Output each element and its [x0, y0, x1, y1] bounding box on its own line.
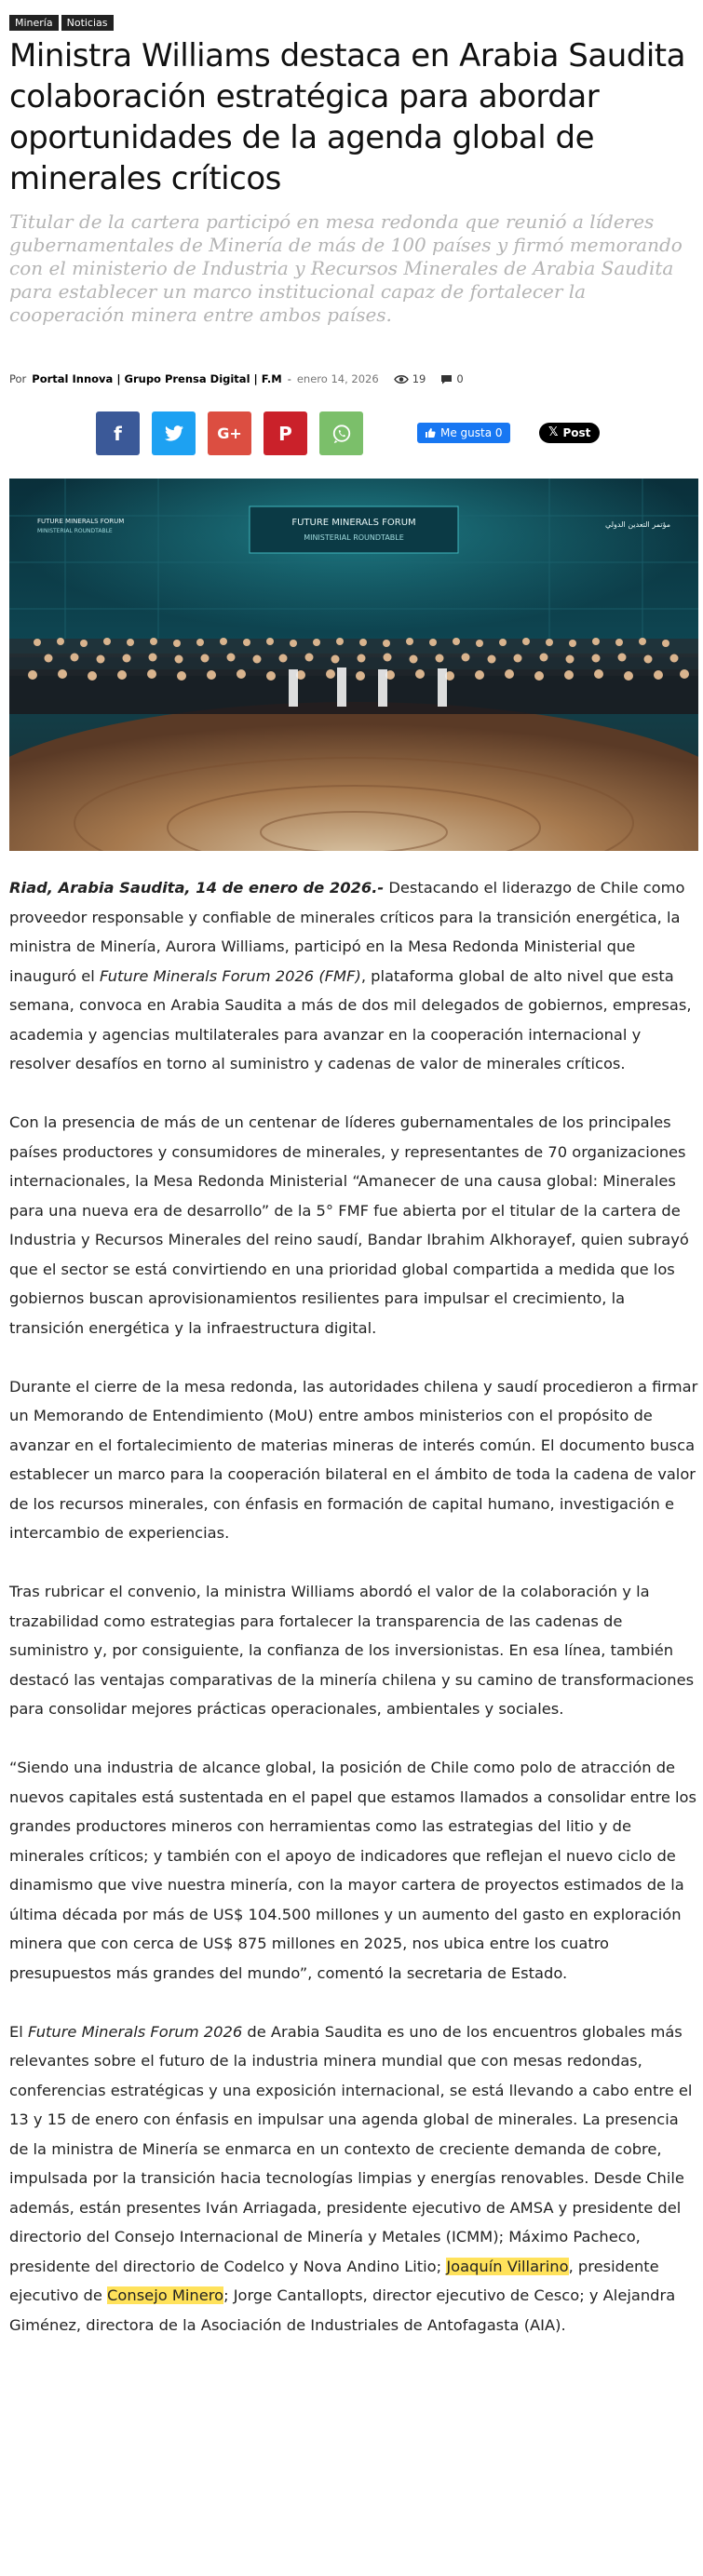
meta-author[interactable]: Portal Innova | Grupo Prensa Digital | F.M: [32, 372, 282, 385]
meta-by: Por: [9, 372, 27, 385]
views-count: 19: [412, 372, 426, 385]
paragraph-2: Con la presencia de más de un centenar de líderes gubernamentales de los principales países productores y consumidores de minerales, y representantes de 70 organizaciones internacionales, la Mesa Redonda Ministerial “Amanecer de una causa global: Minerales para una nueva era de desarrollo” de la 5° FMF fue abierta por el titular de la cartera de Industria y Recursos Minerales del reino saudí, Bandar Ibrahim Alkhorayef, quien subrayó que el sector se está convirtiendo en una prioridad global compartida a medida que los gobiernos buscan aprovisionamientos resilientes para impulsar el crecimiento, la transición energética y la infraestructura digital.: [9, 1113, 689, 1337]
x-logo-icon: 𝕏: [548, 425, 559, 439]
banner-left-title: FUTURE MINERALS FORUM: [37, 518, 125, 525]
article-title: Ministra Williams destaca en Arabia Saudita colaboración estratégica para abordar oportunidades de la agenda global de minerales críticos: [9, 37, 685, 197]
eye-icon: [394, 374, 409, 384]
dateline: Riad, Arabia Saudita, 14 de enero de 2026.-: [9, 879, 385, 897]
twitter-icon: [165, 425, 183, 441]
meta-separator: -: [287, 372, 291, 385]
whatsapp-icon: [331, 424, 352, 444]
share-facebook-button[interactable]: [96, 411, 140, 455]
group-photo-illustration: [9, 479, 698, 851]
comments-count: 0: [456, 372, 464, 385]
googleplus-icon: G+: [217, 425, 242, 442]
share-buttons: [96, 411, 363, 455]
thumbs-up-icon: [425, 427, 436, 438]
banner-title: FUTURE MINERALS FORUM: [291, 518, 416, 528]
facebook-like-label: Me gusta 0: [440, 426, 503, 439]
paragraph-5: “Siendo una industria de alcance global, la posición de Chile como polo de atracción de nuevos capitales está sustentada en el papel que estamos llamados a consolidar entre los grandes productores mineros con herramientas como las estrategias del litio y de minerales críticos; y también con el apoyo de indicadores que reflejan el nuevo ciclo de dinamismo que vive nuestra minería, con la mayor cartera de proyectos estimados de la última década por más de US$ 104.500 millones y un aumento del gasto en exploración minera que con cerca de US$ 875 millones en 2025, nos ubica entre los cuatro presupuestos más grandes del mundo”, comentó la secretaria de Estado.: [9, 1759, 696, 1982]
facebook-like-button[interactable]: [417, 423, 510, 443]
banner-subtitle: MINISTERIAL ROUNDTABLE: [304, 533, 404, 542]
category-tags: [9, 15, 114, 31]
article-subtitle: Titular de la cartera participó en mesa redonda que reunió a líderes gubernamentales de Minería de más de 100 países y firmó memorando con el ministerio de Industria y Recursos Minerales de Arabia Saudita para establecer un marco institucional capaz de fortalecer la cooperación minera entre ambos países.: [9, 210, 683, 326]
views-counter: [394, 372, 426, 385]
paragraph-6: El Future Minerals Forum 2026 de Arabia Saudita es uno de los encuentros globales más relevantes sobre el futuro de la industria minera mundial que con mesas redondas, conferencias estratégicas y una exposición internacional, se está llevando a cabo entre el 13 y 15 de enero con énfasis en impulsar una agenda global de minerales. La presencia de la ministra de Minería se enmarca en un contexto de creciente demanda de cobre, impulsada por la transición hacia tecnologías limpias y energías renovables. Desde Chile además, están presentes Iván Arriagada, presidente ejecutivo de AMSA y presidente del directorio del Consejo Internacional de Minería y Metales (ICMM); Máximo Pacheco, presidente del directorio de Codelco y Nova Andino Litio; Joaquín Villarino, presidente ejecutivo de Consejo Minero; Jorge Cantallopts, director ejecutivo de Cesco; y Alejandra Giménez, directora de la Asociación de Industriales de Antofagasta (AIA).: [9, 2022, 693, 2334]
share-twitter-button[interactable]: [152, 411, 196, 455]
facebook-icon: f: [114, 422, 122, 445]
article-photo: [9, 479, 698, 851]
category-tag-noticias[interactable]: Noticias: [61, 15, 114, 31]
share-pinterest-button[interactable]: [264, 411, 307, 455]
pinterest-icon: P: [278, 422, 292, 445]
banner-left-subtitle: MINISTERIAL ROUNDTABLE: [37, 528, 113, 534]
share-whatsapp-button[interactable]: [319, 411, 363, 455]
article-body: [9, 873, 698, 2369]
paragraph-3: Durante el cierre de la mesa redonda, las autoridades chilena y saudí procedieron a firmar un Memorando de Entendimiento (MoU) entre ambos ministerios con el propósito de avanzar en el fortalecimiento de materias mineras de interés común. El documento busca establecer un marco para la cooperación bilateral en el ámbito de toda la cadena de valor de los recursos minerales, con énfasis en formación de capital humano, investigación e intercambio de experiencias.: [9, 1377, 698, 1542]
paragraph-4: Tras rubricar el convenio, la ministra Williams abordó el valor de la colaboración y la trazabilidad como estrategias para fortalecer la transparencia de las cadenas de suministro y, por consiguiente, la confianza de los inversionistas. En esa línea, también destacó las ventajas comparativas de la minería chilena y su camino de transformaciones para consolidar mejores prácticas operacionales, ambientales y sociales.: [9, 1583, 695, 1718]
article-meta: [9, 372, 464, 385]
x-post-label: Post: [562, 426, 591, 439]
highlight-joaquin-villarino[interactable]: Joaquín Villarino: [446, 2257, 569, 2275]
banner-right-title: مؤتمر التعدين الدولي: [604, 520, 670, 529]
x-post-button[interactable]: [539, 423, 600, 443]
paragraph-1: Riad, Arabia Saudita, 14 de enero de 2026.- Destacando el liderazgo de Chile como proveedor responsable y confiable de minerales críticos para la transición energética, la ministra de Minería, Aurora Williams, participó en la Mesa Redonda Ministerial que inauguró el Future Minerals Forum 2026 (FMF), plataforma global de alto nivel que esta semana, convoca en Arabia Saudita a más de dos mil delegados de gobiernos, empresas, academia y agencias multilaterales para avanzar en la cooperación internacional y resolver desafíos en torno al suministro y cadenas de valor de minerales críticos.: [9, 879, 692, 1072]
comments-counter[interactable]: [440, 372, 463, 385]
comment-icon: [440, 374, 453, 384]
meta-date: enero 14, 2026: [296, 372, 379, 385]
highlight-consejo-minero[interactable]: Consejo Minero: [107, 2286, 224, 2304]
category-tag-mineria[interactable]: Minería: [9, 15, 59, 31]
share-googleplus-button[interactable]: [208, 411, 251, 455]
